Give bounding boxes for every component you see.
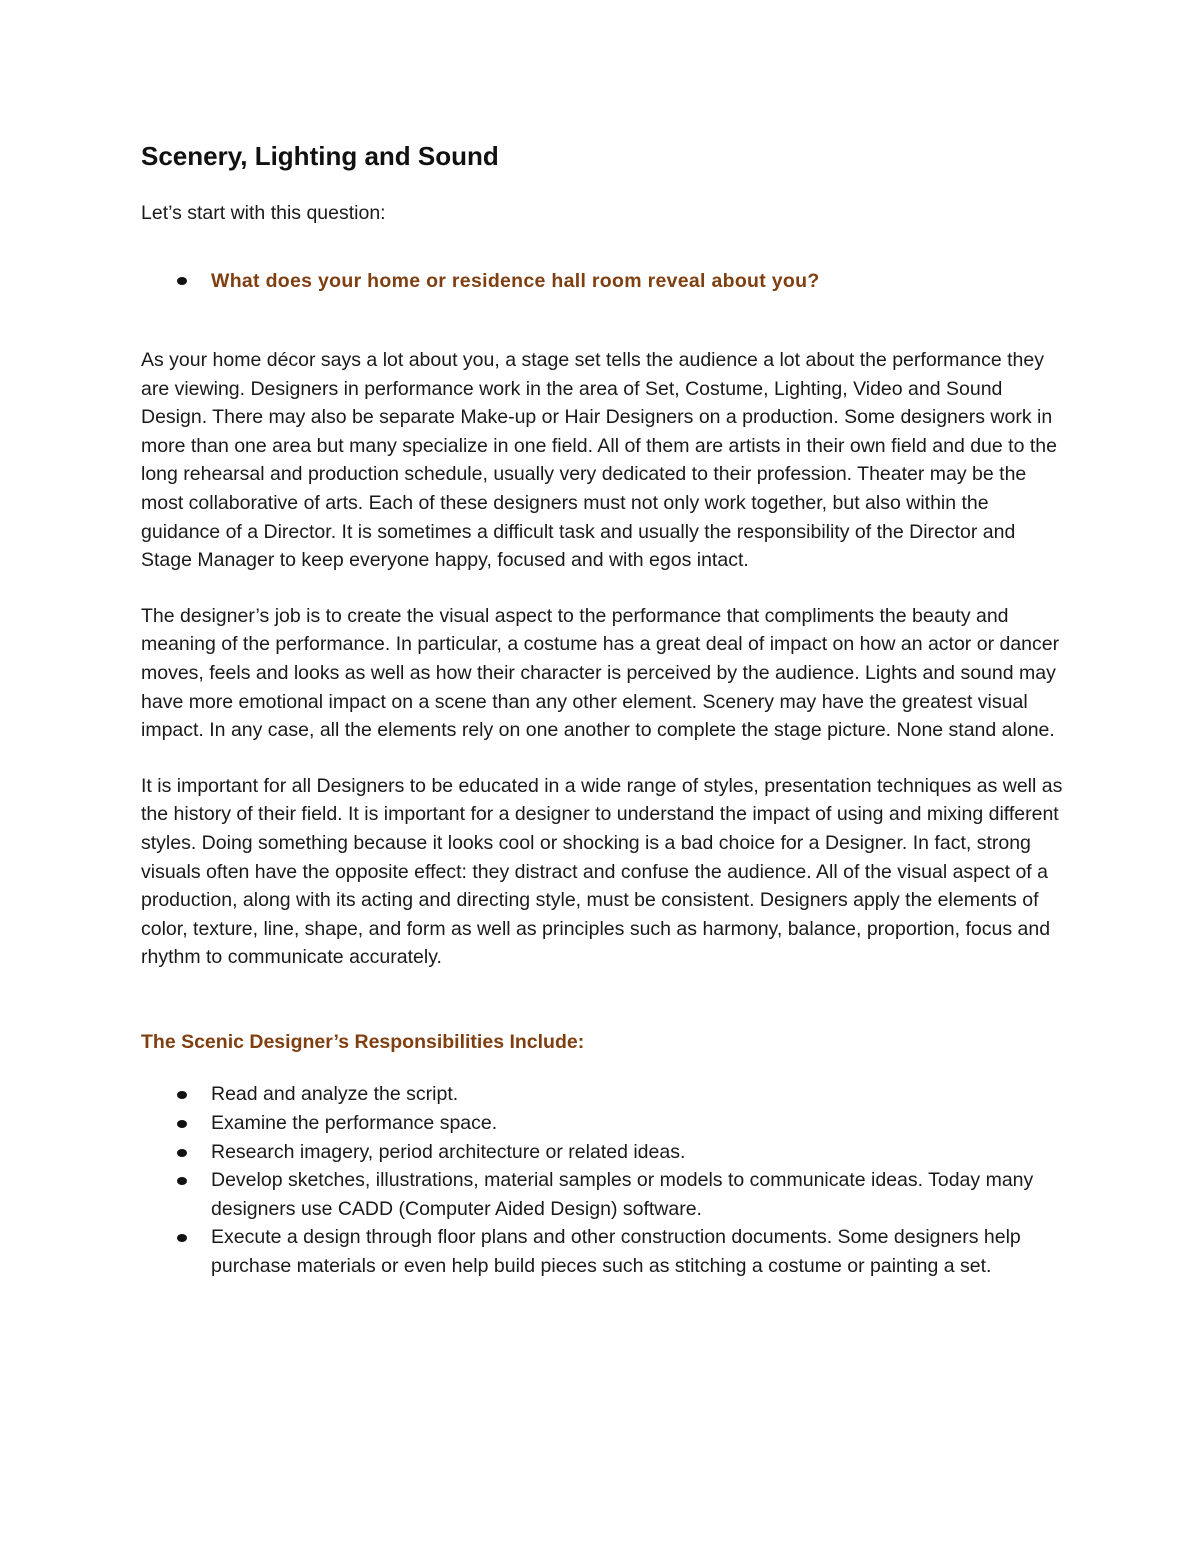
bullet-icon [177,277,187,285]
list-item [141,1109,1066,1138]
list-item [141,1138,1066,1167]
bullet-icon [177,1234,187,1242]
list-item-text: Read and analyze the script. [211,1083,459,1106]
list-item [141,1080,1066,1109]
question-list [141,267,1066,296]
paragraph-designer-job: The designer’s job is to create the visual aspect to the performance that compliments the beauty and meaning of the performance. In particular, a costume has a great deal of impact on how an actor or dancer moves, feels and looks as well as how their character is perceived by the audience. Lights and sound may have more emotional impact on a scene than any other element. Scenery may have the greatest visual impact. In any case, all the elements rely on one another to complete the stage picture. None stand alone. [141,604,1060,742]
list-item-text: Execute a design through floor plans and other construction documents. Some designers help purchase materials or even help build pieces such as stitching a costume or painting a set. [211,1226,1021,1277]
list-item-text: Develop sketches, illustrations, material samples or models to communicate ideas. Today many designers use CADD (Computer Aided Design) software. [211,1169,1034,1220]
intro-text: Let’s start with this question: [141,202,386,224]
responsibilities-list [141,1080,1066,1280]
question-text: What does your home or residence hall room reveal about you? [211,269,820,292]
section-heading: The Scenic Designer’s Responsibilities Include: [141,1030,585,1053]
list-item [141,1223,1066,1280]
question-item [141,267,1066,296]
list-item-text: Research imagery, period architecture or related ideas. [211,1140,686,1163]
bullet-icon [177,1177,187,1185]
paragraph-set-design: As your home décor says a lot about you, a stage set tells the audience a lot about the performance they are viewing. Designers in performance work in the area of Set, Costume, Lighting, Video and Sound Design. There may also be separate Make-up or Hair Designers on a production. Some designers work in more than one area but many specialize in one field. All of them are artists in their own field and due to the long rehearsal and production schedule, usually very dedicated to their profession. Theater may be the most collaborative of arts. Each of these designers must not only work together, but also within the guidance of a Director. It is sometimes a difficult task and usually the responsibility of the Director and Stage Manager to keep everyone happy, focused and with egos intact. [141,349,1057,572]
bullet-icon [177,1120,187,1128]
list-item-text: Examine the performance space. [211,1111,498,1134]
list-item [141,1166,1066,1223]
document-page [141,138,1066,1281]
paragraph-designer-education: It is important for all Designers to be educated in a wide range of styles, presentation techniques as well as the history of their field. It is important for a designer to understand the impact of using and mixing different styles. Doing something because it looks cool or shocking is a bad choice for a Designer. In fact, strong visuals often have the opposite effect: they distract and confuse the audience. All of the visual aspect of a production, along with its acting and directing style, must be consistent. Designers apply the elements of color, texture, line, shape, and form as well as principles such as harmony, balance, proportion, focus and rhythm to communicate accurately. [141,774,1063,969]
bullet-icon [177,1149,187,1157]
bullet-icon [177,1091,187,1099]
page-title: Scenery, Lighting and Sound [141,141,499,171]
